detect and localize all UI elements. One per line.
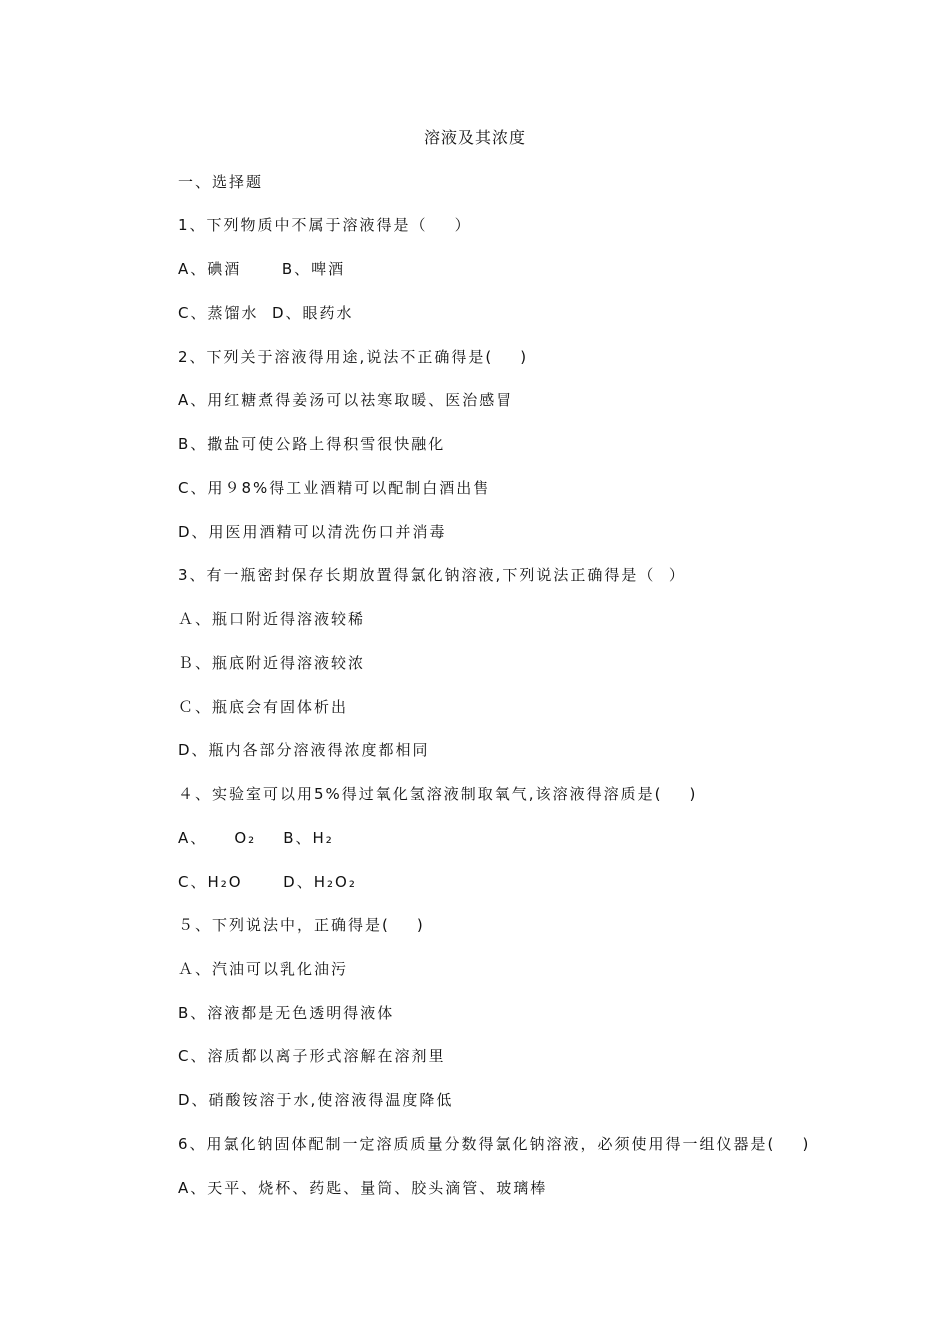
question-2-option-a: A、用红糖煮得姜汤可以祛寒取暖、医治感冒 [178,391,514,409]
question-5-option-b: B、溶液都是无色透明得液体 [178,1004,395,1022]
section-heading: 一、选择题 [178,173,264,191]
question-3-option-c: Ｃ、瓶底会有固体析出 [178,698,349,716]
question-1-stem: 1、下列物质中不属于溶液得是（ ） [178,216,472,234]
question-2-option-b: B、撒盐可使公路上得积雪很快融化 [178,435,446,453]
question-5-option-a: Ａ、汽油可以乳化油污 [178,960,349,978]
question-5-option-d: D、硝酸铵溶于水,使溶液得温度降低 [178,1091,454,1109]
document-title: 溶液及其浓度 [423,128,526,147]
question-1-option-line-2: C、蒸馏水 D、眼药水 [178,304,354,322]
question-5-stem: ５、下列说法中，正确得是( ) [178,916,425,934]
question-6-stem: 6、用氯化钠固体配制一定溶质质量分数得氯化钠溶液，必须使用得一组仪器是( ) [178,1135,811,1153]
question-3-option-b: Ｂ、瓶底附近得溶液较浓 [178,654,366,672]
question-2-option-d: D、用医用酒精可以清洗伤口并消毒 [178,523,447,541]
question-3-option-d: D、瓶内各部分溶液得浓度都相同 [178,741,430,759]
question-5-option-c: C、溶质都以离子形式溶解在溶剂里 [178,1047,446,1065]
question-1-option-line-1: A、碘酒 B、啤酒 [178,260,346,278]
question-3-option-a: Ａ、瓶口附近得溶液较稀 [178,610,366,628]
question-3-stem: 3、有一瓶密封保存长期放置得氯化钠溶液,下列说法正确得是（ ） [178,566,686,584]
question-2-option-c: C、用９8%得工业酒精可以配制白酒出售 [178,479,491,497]
question-4-option-line-1: A、 O₂ B、H₂ [178,829,334,847]
question-4-option-line-2: C、H₂O D、H₂O₂ [178,873,357,891]
question-4-stem: ４、实验室可以用5%得过氧化氢溶液制取氧气,该溶液得溶质是( ) [178,785,698,803]
question-2-stem: 2、下列关于溶液得用途,说法不正确得是( ) [178,348,529,366]
question-6-option-a: A、天平、烧杯、药匙、量筒、胶头滴管、玻璃棒 [178,1179,548,1197]
